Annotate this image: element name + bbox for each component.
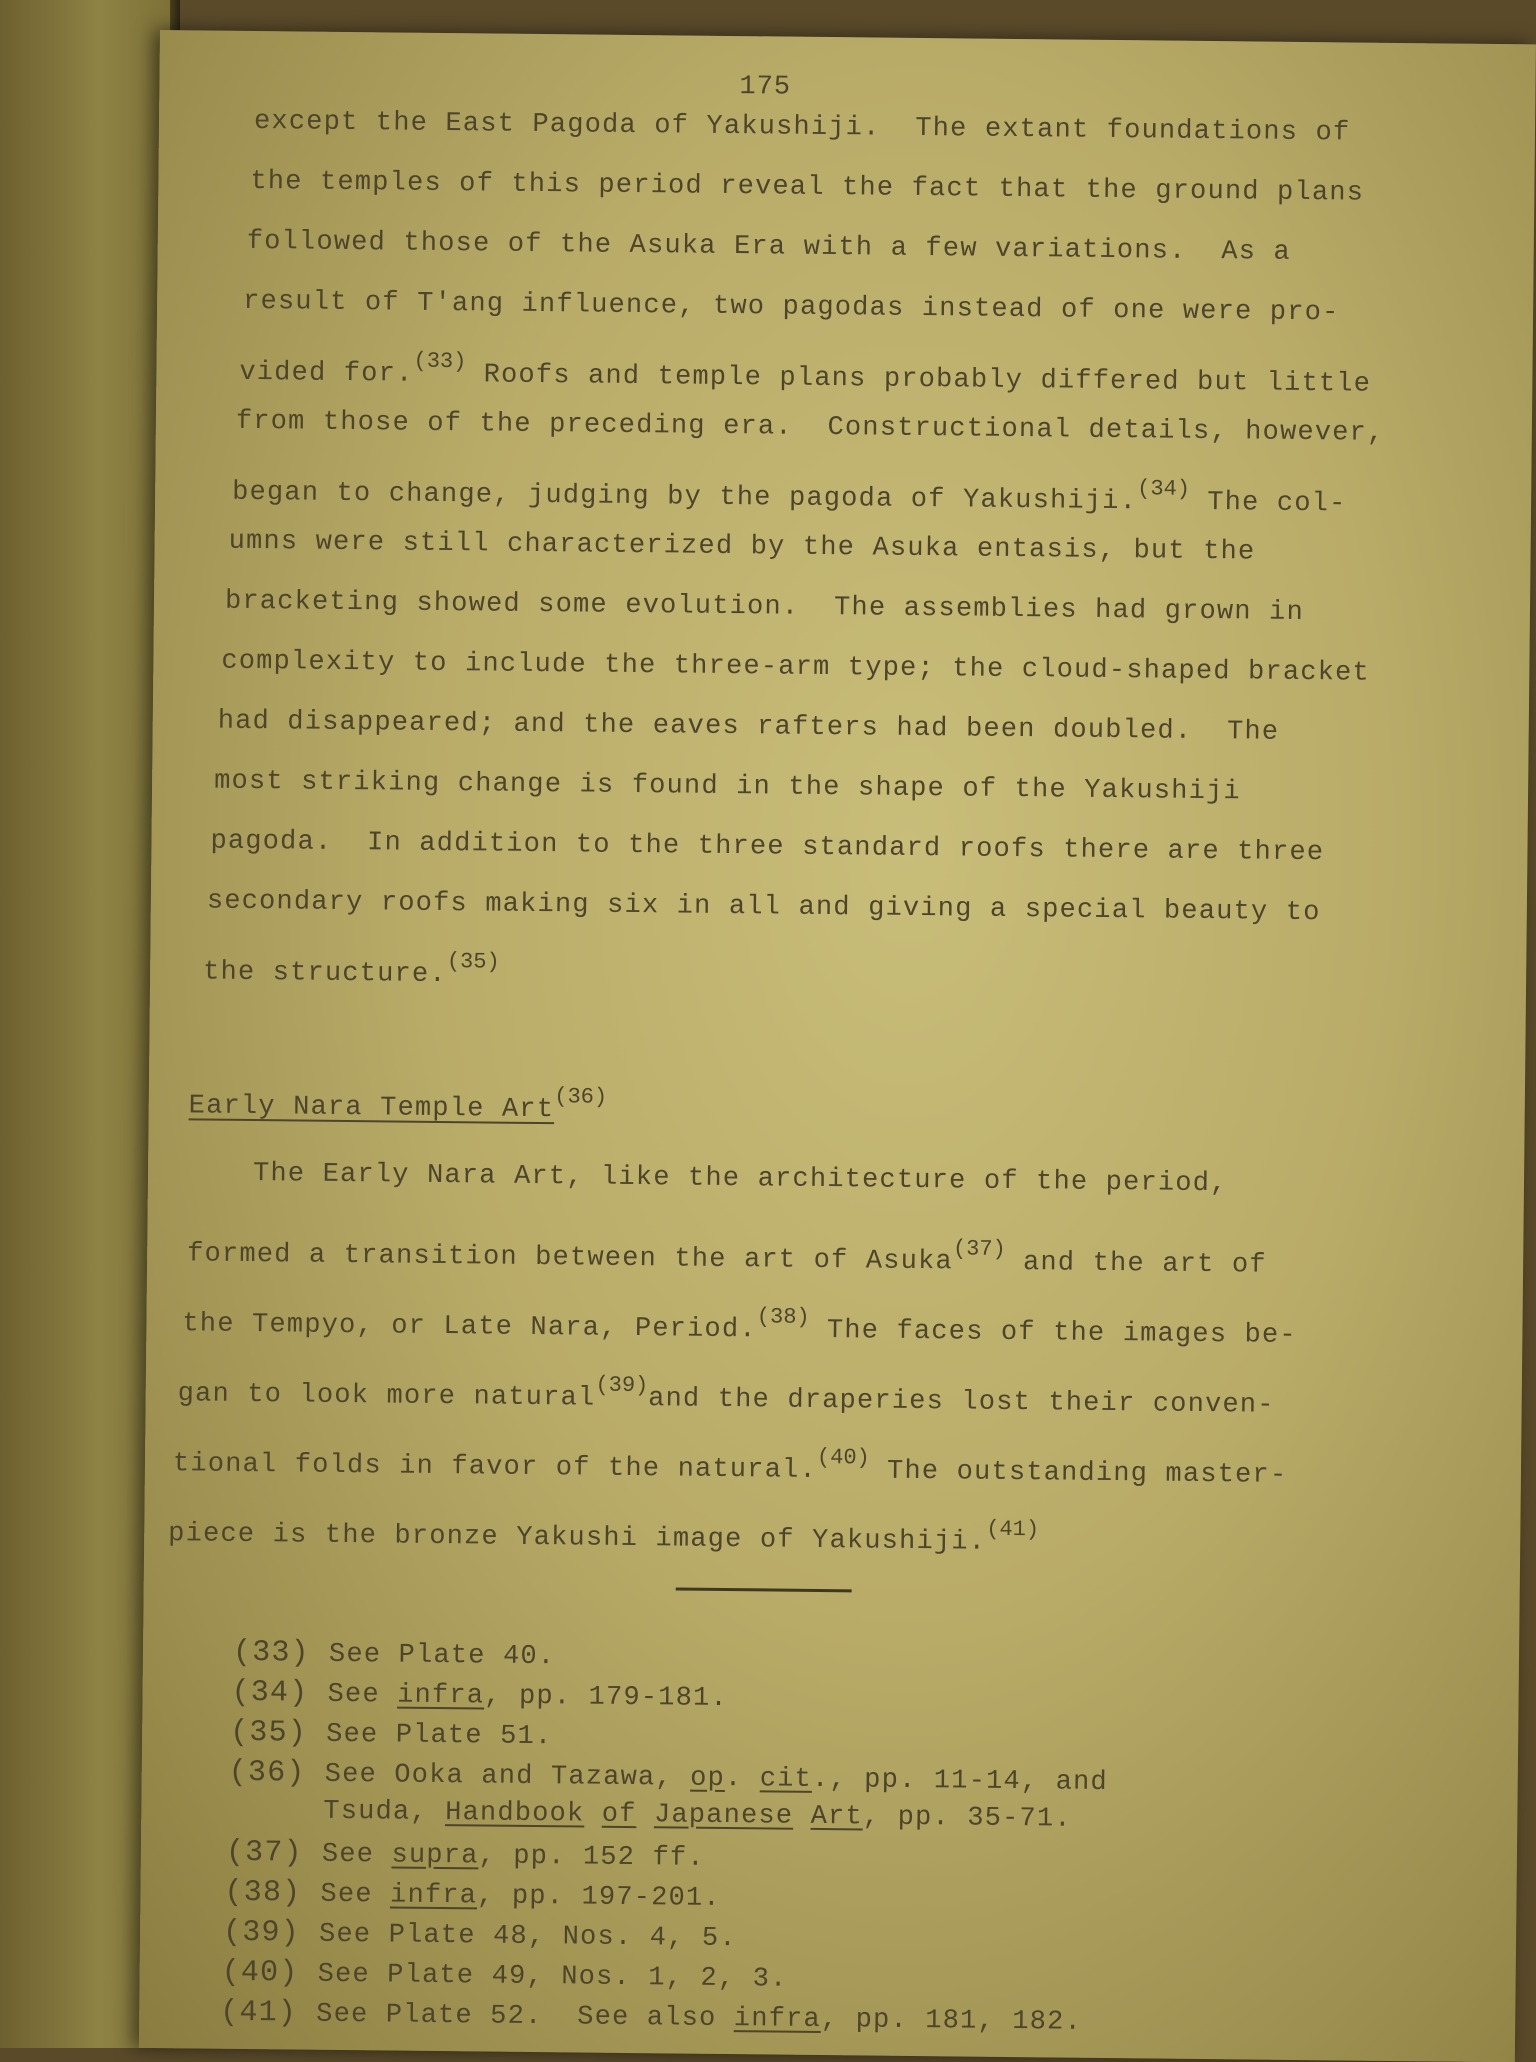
footnote-ref: (40) (816, 1444, 870, 1471)
footnote-ref: (37) (952, 1236, 1006, 1262)
body-line-3: followed those of the Asuka Era with a few variations. As a (246, 226, 1292, 268)
footnote-34: (34) See infra, pp. 179-181. (231, 1675, 728, 1715)
document-page (139, 30, 1536, 2062)
body-line-5: vided for.$^{(33)}$ Roofs and temple plans probably differed but little (239, 348, 1372, 400)
body-line-12: most striking change is found in the shape of the Yakushiji (213, 766, 1241, 808)
body-line-11: had disappeared; and the eaves rafters had been doubled. The (217, 706, 1280, 748)
footnote-41: (41) See Plate 52. See also infra, pp. 181, 182. (220, 1995, 1083, 2038)
body2-line-2: formed a transition between the art of Asuka$^{(37)}$ and the art of (187, 1236, 1267, 1281)
body-line-6: from those of the preceding era. Constructional details, however, (235, 406, 1385, 449)
footnote-36: (36) See Ooka and Tazawa, op. cit., pp. 11-14, and (228, 1755, 1109, 1799)
body-line-9: bracketing showed some evolution. The assemblies had grown in (224, 586, 1305, 629)
footnote-divider (676, 1587, 852, 1592)
footnote-ref: (36) (554, 1084, 608, 1110)
body-line-8: umns were still characterized by the Asuka entasis, but the (228, 526, 1256, 568)
footnote-35: (35) See Plate 51. (229, 1715, 553, 1753)
footnote-ref: (41) (986, 1516, 1040, 1543)
footnote-36-continued: Tsuda, Handbook of Japanese Art, pp. 35-71. (323, 1796, 1072, 1835)
body-line-2: the temples of this period reveal the fact that the ground plans (250, 166, 1365, 209)
body2-line-6: piece is the bronze Yakushi image of Yakushiji.$^{(41)}$ (168, 1516, 1040, 1558)
body-line-7: began to change, judging by the pagoda of Yakushiji.$^{(34)}$ The col- (232, 476, 1347, 520)
page-number: 175 (739, 72, 792, 103)
body2-line-3: the Tempyo, or Late Nara, Period.$^{(38)}$ The faces of the images be- (182, 1304, 1297, 1351)
body2-line-5: tional folds in favor of the natural.$^{(40)}$ The outstanding master- (172, 1444, 1288, 1491)
footnote-ref: (35) (446, 949, 500, 975)
footnote-38: (38) See infra, pp. 197-201. (224, 1875, 721, 1914)
body-line-14: secondary roofs making six in all and giving a special beauty to (206, 886, 1321, 929)
body-line-13: pagoda. In addition to the three standard roofs there are three (210, 826, 1325, 869)
footnote-ref: (33) (413, 348, 467, 375)
footnote-ref: (34) (1137, 476, 1191, 502)
section-heading (189, 1080, 608, 1125)
footnote-37: (37) See supra, pp. 152 ff. (225, 1835, 705, 1874)
body-line-4: result of T'ang influence, two pagodas instead of one were pro- (243, 286, 1340, 329)
body-line-1: except the East Pagoda of Yakushiji. The extant foundations of (253, 106, 1351, 149)
footnote-39: (39) See Plate 48, Nos. 4, 5. (222, 1915, 737, 1955)
footnote-ref: (38) (756, 1304, 810, 1330)
footnote-33: (33) See Plate 40. (232, 1635, 556, 1673)
body2-line-1: The Early Nara Art, like the architecture of the period, (252, 1159, 1228, 1200)
body2-line-4: gan to look more natural$^{(39)}$and the draperies lost their conven- (177, 1372, 1275, 1421)
body-line-15: the structure.$^{(35)}$ (202, 949, 500, 991)
body-line-10: complexity to include the three-arm type; the cloud-shaped bracket (221, 646, 1371, 689)
section-heading-title: Early Nara Temple Art (188, 1091, 555, 1126)
footnote-ref: (39) (595, 1372, 649, 1399)
footnote-40: (40) See Plate 49, Nos. 1, 2, 3. (221, 1955, 788, 1995)
